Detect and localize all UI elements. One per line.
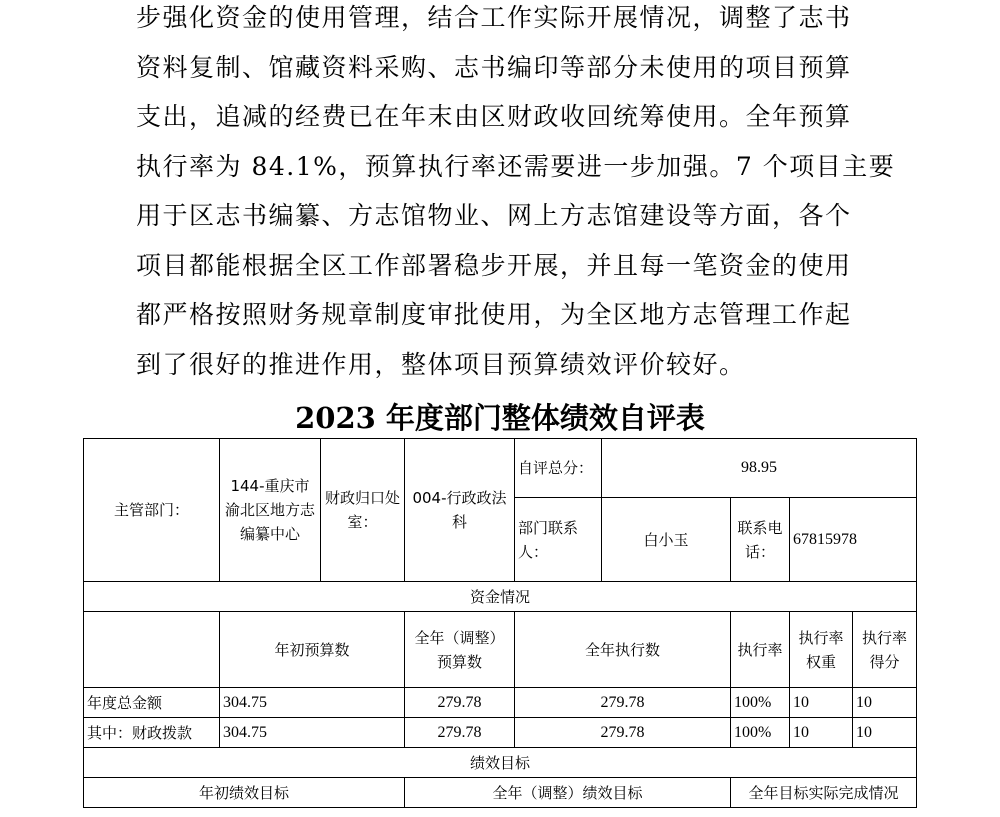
funds-corner-cell — [84, 612, 220, 688]
executed-value: 279.78 — [515, 688, 731, 718]
initial-value: 304.75 — [220, 718, 405, 748]
initial-value: 304.75 — [220, 688, 405, 718]
score-value-cell: 10 — [853, 688, 917, 718]
col-rate-score: 执行率得分 — [853, 612, 917, 688]
row-label: 年度总金额 — [84, 688, 220, 718]
perf-section-header: 绩效目标 — [84, 748, 917, 778]
paragraph-line: 用于区志书编纂、方志馆物业、网上方志馆建设等方面，各个 — [136, 201, 852, 230]
adjusted-value: 279.78 — [405, 688, 515, 718]
col-adjusted-budget: 全年（调整）预算数 — [405, 612, 515, 688]
paragraph-line: 步强化资金的使用管理，结合工作实际开展情况，调整了志书 — [136, 3, 852, 32]
paragraph-line: 到了很好的推进作用，整体项目预算绩效评价较好。 — [136, 349, 746, 379]
col-actual-completion: 全年目标实际完成情况 — [731, 778, 917, 808]
col-exec-rate: 执行率 — [731, 612, 790, 688]
col-initial-goal: 年初绩效目标 — [84, 778, 405, 808]
adjusted-value: 279.78 — [405, 718, 515, 748]
score-value: 98.95 — [602, 439, 917, 498]
phone-label: 联系电话： — [731, 498, 790, 582]
body-paragraph — [136, 0, 896, 396]
col-rate-weight: 执行率权重 — [790, 612, 853, 688]
score-label: 自评总分： — [515, 439, 602, 498]
row-label: 其中：财政拨款 — [84, 718, 220, 748]
table-title: 2023 年度部门整体绩效自评表 — [295, 401, 705, 435]
contact-label: 部门联系人： — [515, 498, 602, 582]
office-value: 004-行政政法科 — [405, 439, 515, 582]
paragraph-line: 执行率为 84.1%，预算执行率还需要进一步加强。7 个项目主要 — [136, 151, 896, 181]
paragraph-line: 项目都能根据全区工作部署稳步开展，并且每一笔资金的使用 — [136, 250, 852, 280]
col-adjusted-goal: 全年（调整）绩效目标 — [405, 778, 731, 808]
executed-value: 279.78 — [515, 718, 731, 748]
table-row — [84, 688, 917, 718]
paragraph-line: 都严格按照财务规章制度审批使用，为全区地方志管理工作起 — [136, 300, 852, 329]
funds-section-header: 资金情况 — [84, 582, 917, 612]
performance-table — [83, 438, 917, 808]
weight-value: 10 — [790, 718, 853, 748]
col-executed: 全年执行数 — [515, 612, 731, 688]
rate-value: 100% — [731, 688, 790, 718]
score-value-cell: 10 — [853, 718, 917, 748]
dept-label: 主管部门： — [84, 439, 220, 582]
paragraph-line: 资料复制、馆藏资料采购、志书编印等部分未使用的项目预算 — [136, 52, 852, 82]
dept-value: 144-重庆市渝北区地方志编纂中心 — [220, 439, 321, 582]
col-initial-budget: 年初预算数 — [220, 612, 405, 688]
paragraph-line: 支出，追减的经费已在年末由区财政收回统筹使用。全年预算 — [136, 102, 852, 131]
rate-value: 100% — [731, 718, 790, 748]
contact-value: 白小玉 — [602, 498, 731, 582]
table-row — [84, 718, 917, 748]
office-label: 财政归口处室： — [321, 439, 405, 582]
weight-value: 10 — [790, 688, 853, 718]
phone-value: 67815978 — [790, 498, 917, 582]
